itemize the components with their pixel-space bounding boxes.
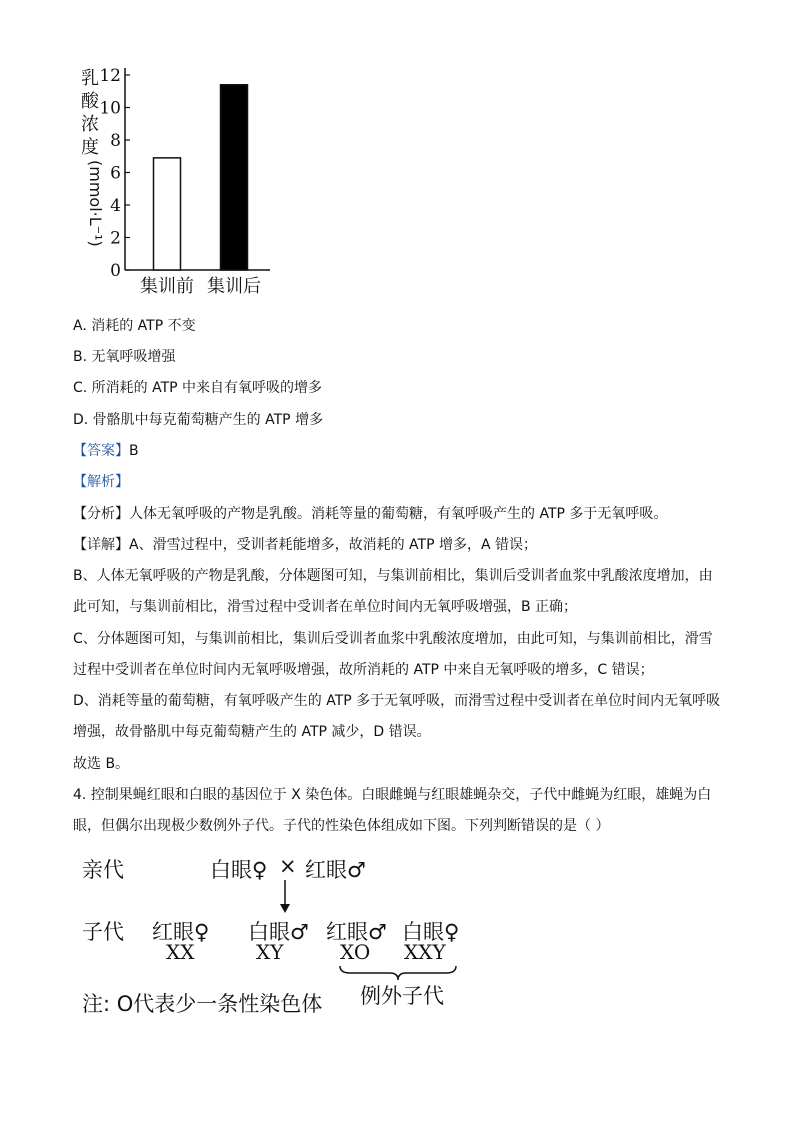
parent-male: 红眼♂ xyxy=(305,858,366,882)
cross-symbol: × xyxy=(279,854,297,878)
y-axis-label-char: 浓 xyxy=(81,114,99,135)
y-axis-label-char: 酸 xyxy=(81,91,99,112)
bar xyxy=(154,158,181,270)
xiangjie-tag: 【详解】 xyxy=(73,537,129,553)
offspring-genotype: XY xyxy=(256,940,284,964)
y-axis-label-unit: (mmol·L⁻¹) xyxy=(86,160,105,247)
genetic-cross-diagram xyxy=(60,840,500,1020)
option-a: A. 消耗的 ATP 不变 xyxy=(73,318,196,334)
y-tick-label: 10 xyxy=(99,98,121,119)
offspring-phenotype: 白眼♂ xyxy=(248,920,309,944)
bar xyxy=(221,85,248,270)
answer-line xyxy=(73,441,139,461)
x-axis-labels xyxy=(140,276,261,297)
x-tick-label: 集训前 xyxy=(140,276,194,297)
offspring-phenotype: 红眼♂ xyxy=(326,920,387,944)
bars xyxy=(154,85,248,270)
question4-line1: 4. 控制果蝇红眼和白眼的基因位于 X 染色体。白眼雌蝇与红眼雄蝇杂交，子代中雌蝇为红眼，雄蝇为白 xyxy=(73,787,712,803)
offspring-genotype: XXY xyxy=(404,940,446,964)
offspring-generation-label: 子代 xyxy=(82,920,124,944)
fenxi-line xyxy=(73,504,667,524)
note: 注: O代表少一条性染色体 xyxy=(82,992,323,1016)
option-d: D. 骨骼肌中每克葡萄糖产生的 ATP 增多 xyxy=(73,412,324,428)
exception-offspring-label: 例外子代 xyxy=(360,984,444,1008)
parent-female: 白眼♀ xyxy=(210,858,268,882)
explain-c-2: 过程中受训者在单位时间内无氧呼吸增强，故所消耗的 ATP 中来自无氧呼吸的增多，C 错误； xyxy=(73,662,654,678)
down-arrow-icon xyxy=(275,880,295,914)
y-tick-label: 0 xyxy=(110,261,121,281)
conclusion: 故选 B。 xyxy=(73,756,130,772)
y-tick-label: 12 xyxy=(99,66,121,86)
option-c: C. 所消耗的 ATP 中来自有氧呼吸的增多 xyxy=(73,380,323,396)
analysis-tag xyxy=(73,472,129,492)
parent-generation-label: 亲代 xyxy=(82,858,124,882)
fenxi-text: 人体无氧呼吸的产物是乳酸。消耗等量的葡萄糖，有氧呼吸产生的 ATP 多于无氧呼吸。 xyxy=(129,506,668,522)
answer-tag: 【答案】 xyxy=(73,443,129,459)
offspring-genotype: XX xyxy=(166,940,195,964)
xiangjie-line xyxy=(73,535,537,555)
analysis-tag-text: 【解析】 xyxy=(73,474,129,490)
lactic-acid-bar-chart xyxy=(70,60,290,305)
offspring-phenotype: 红眼♀ xyxy=(152,920,210,944)
explain-c-1: C、分体题图可知，与集训前相比，集训后受训者血浆中乳酸浓度增加，由此可知，与集训前相比，滑雪 xyxy=(73,631,713,647)
y-tick-label: 2 xyxy=(110,228,121,249)
explain-b-1: B、人体无氧呼吸的产物是乳酸，分体题图可知，与集训前相比，集训后受训者血浆中乳酸浓度增加，由 xyxy=(73,568,713,584)
offspring-phenotype: 白眼♀ xyxy=(402,920,460,944)
explain-d-2: 增强，故骨骼肌中每克葡萄糖产生的 ATP 减少，D 错误。 xyxy=(73,724,431,740)
y-axis-label-char: 度 xyxy=(81,137,99,158)
question4-line2: 眼，但偶尔出现极少数例外子代。子代的性染色体组成如下图。下列判断错误的是（ ） xyxy=(73,818,610,834)
option-b: B. 无氧呼吸增强 xyxy=(73,349,176,365)
y-tick-label: 4 xyxy=(110,196,121,216)
explain-b-2: 此可知，与集训前相比，滑雪过程中受训者在单位时间内无氧呼吸增强，B 正确； xyxy=(73,599,578,615)
offspring-genotype: XO xyxy=(340,940,371,964)
fenxi-tag: 【分析】 xyxy=(73,506,129,522)
y-axis-label xyxy=(81,68,105,247)
y-tick-label: 8 xyxy=(110,131,121,151)
xiangjie-a: A、滑雪过程中，受训者耗能增多，故消耗的 ATP 增多，A 错误； xyxy=(129,537,537,553)
y-axis-label-char: 乳 xyxy=(81,68,99,89)
answer-value: B xyxy=(129,443,139,459)
x-tick-label: 集训后 xyxy=(207,276,261,297)
y-tick-label: 6 xyxy=(110,163,121,184)
explain-d-1: D、消耗等量的葡萄糖，有氧呼吸产生的 ATP 多于无氧呼吸，而滑雪过程中受训者在单位时间内无氧呼吸 xyxy=(73,693,721,709)
